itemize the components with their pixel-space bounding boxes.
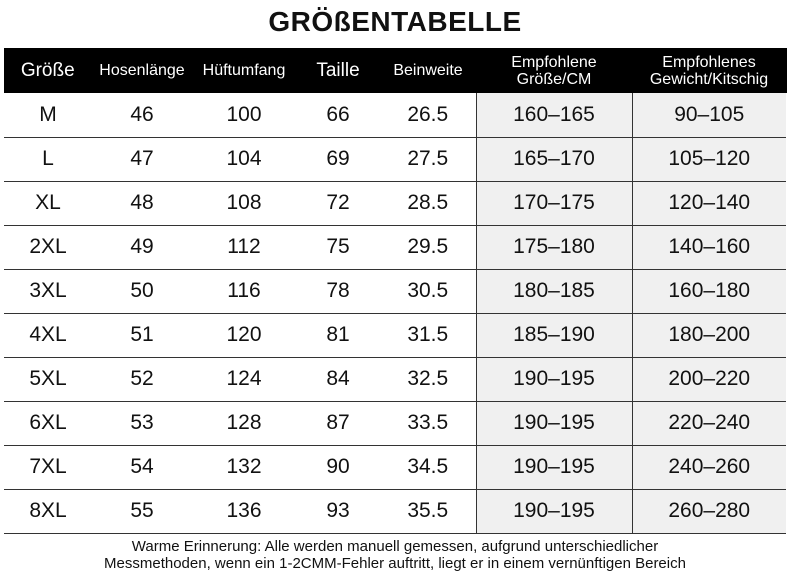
table-cell: 124 [192, 357, 296, 401]
table-cell: 190–195 [476, 401, 632, 445]
table-cell: 93 [296, 489, 380, 533]
header-size: Größe [4, 48, 92, 93]
table-cell: 50 [92, 269, 192, 313]
size-chart-table [4, 48, 787, 534]
table-cell: 5XL [4, 357, 92, 401]
table-cell: 90–105 [632, 93, 786, 137]
header-row [4, 48, 786, 93]
table-cell: 72 [296, 181, 380, 225]
table-cell: 48 [92, 181, 192, 225]
table-cell: 160–180 [632, 269, 786, 313]
measurement-note [0, 538, 790, 572]
table-cell: 200–220 [632, 357, 786, 401]
header-hip: Hüftumfang [192, 48, 296, 93]
table-cell: 108 [192, 181, 296, 225]
table-cell: 128 [192, 401, 296, 445]
table-cell: 46 [92, 93, 192, 137]
header-recommended-weight-line2: Gewicht/Kitschig [649, 70, 769, 88]
table-cell: 116 [192, 269, 296, 313]
table-cell: 31.5 [380, 313, 476, 357]
table-cell: 160–165 [476, 93, 632, 137]
table-row [4, 401, 786, 445]
header-recommended-size-line1: Empfohlene [511, 53, 597, 71]
table-row [4, 445, 786, 489]
table-cell: 28.5 [380, 181, 476, 225]
table-cell: 33.5 [380, 401, 476, 445]
table-cell: 185–190 [476, 313, 632, 357]
table-cell: 90 [296, 445, 380, 489]
table-cell: 55 [92, 489, 192, 533]
table-cell: 8XL [4, 489, 92, 533]
table-cell: 190–195 [476, 489, 632, 533]
page-title: GRÖßENTABELLE [268, 6, 522, 37]
table-row [4, 357, 786, 401]
table-row [4, 181, 786, 225]
header-leg-width: Beinweite [380, 48, 476, 93]
table-cell: 132 [192, 445, 296, 489]
table-cell: 35.5 [380, 489, 476, 533]
note-line-1: Warme Erinnerung: Alle werden manuell gemessen, aufgrund unterschiedlicher [131, 538, 659, 555]
header-recommended-size [476, 48, 632, 93]
table-cell: 100 [192, 93, 296, 137]
table-cell: M [4, 93, 92, 137]
table-cell: 34.5 [380, 445, 476, 489]
table-cell: 2XL [4, 225, 92, 269]
table-cell: 66 [296, 93, 380, 137]
table-cell: 47 [92, 137, 192, 181]
table-cell: 3XL [4, 269, 92, 313]
table-cell: 112 [192, 225, 296, 269]
table-cell: 180–185 [476, 269, 632, 313]
table-cell: 175–180 [476, 225, 632, 269]
table-cell: L [4, 137, 92, 181]
table-cell: 30.5 [380, 269, 476, 313]
table-cell: 78 [296, 269, 380, 313]
table-cell: 69 [296, 137, 380, 181]
table-cell: 140–160 [632, 225, 786, 269]
table-cell: 4XL [4, 313, 92, 357]
table-cell: 260–280 [632, 489, 786, 533]
table-cell: 120 [192, 313, 296, 357]
table-row [4, 313, 786, 357]
header-recommended-weight-line1: Empfohlenes [662, 53, 756, 71]
header-pants-length: Hosenlänge [92, 48, 192, 93]
table-cell: 26.5 [380, 93, 476, 137]
table-cell: 75 [296, 225, 380, 269]
header-recommended-size-line2: Größe/CM [516, 70, 592, 88]
table-cell: 53 [92, 401, 192, 445]
table-cell: 190–195 [476, 445, 632, 489]
table-cell: 240–260 [632, 445, 786, 489]
table-cell: XL [4, 181, 92, 225]
table-cell: 54 [92, 445, 192, 489]
table-cell: 49 [92, 225, 192, 269]
table-cell: 32.5 [380, 357, 476, 401]
table-cell: 104 [192, 137, 296, 181]
table-row [4, 137, 786, 181]
table-cell: 136 [192, 489, 296, 533]
table-cell: 120–140 [632, 181, 786, 225]
table-cell: 51 [92, 313, 192, 357]
table-cell: 180–200 [632, 313, 786, 357]
table-cell: 87 [296, 401, 380, 445]
table-cell: 165–170 [476, 137, 632, 181]
table-cell: 220–240 [632, 401, 786, 445]
table-cell: 52 [92, 357, 192, 401]
table-body [4, 93, 786, 533]
table-row [4, 225, 786, 269]
table-cell: 170–175 [476, 181, 632, 225]
header-waist: Taille [296, 48, 380, 93]
table-row [4, 93, 786, 137]
table-cell: 27.5 [380, 137, 476, 181]
table-row [4, 489, 786, 533]
table-cell: 105–120 [632, 137, 786, 181]
table-cell: 190–195 [476, 357, 632, 401]
table-cell: 81 [296, 313, 380, 357]
table-cell: 84 [296, 357, 380, 401]
table-cell: 6XL [4, 401, 92, 445]
table-row [4, 269, 786, 313]
note-line-2: Messmethoden, wenn ein 1-2CMM-Fehler auftritt, liegt er in einem vernünftigen Bereich [104, 555, 686, 572]
table-cell: 7XL [4, 445, 92, 489]
table-cell: 29.5 [380, 225, 476, 269]
header-recommended-weight [632, 48, 786, 93]
